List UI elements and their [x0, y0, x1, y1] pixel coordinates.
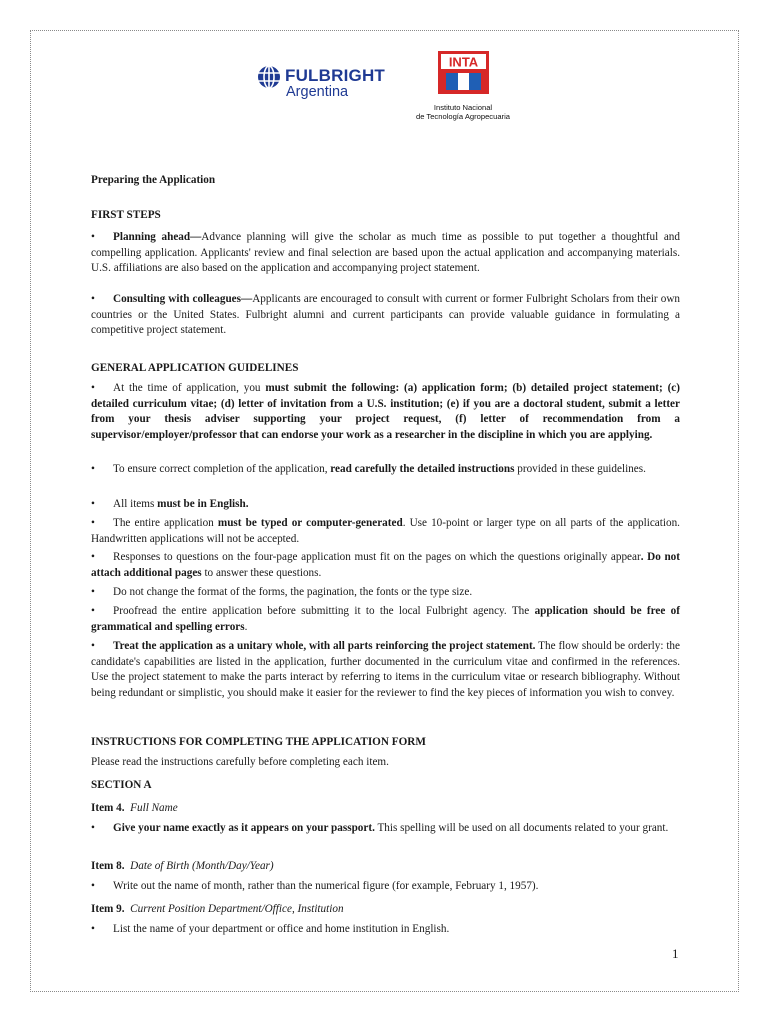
page-number: 1	[672, 946, 679, 961]
guideline-read: • To ensure correct completion of the application, read carefully the detailed instructions provided in these guidelines.	[91, 463, 646, 475]
guideline-bold: must be in English.	[157, 498, 249, 510]
item-9-bullet: • List the name of your department or office and home institution in English.	[91, 923, 450, 935]
guideline-text: The entire application	[113, 517, 218, 529]
section-a-heading: SECTION A	[91, 779, 152, 791]
guideline-bold: must submit the following: (a) application form; (b) detailed project statement; (c) detailed curriculum vitae; (d) letter of invitation from a U.S. institution; (e) if you are a doctoral student, submit a letter from your thesis adviser supporting your project request, (f) letter of recommendation from a supervisor/employer/professor that can endorse your work as a researcher in the discipline in which you are applying.	[91, 382, 681, 441]
page-title: Preparing the Application	[91, 174, 216, 186]
guideline-responses: • Responses to questions on the four-page application must fit on the pages on which the questions originally appear. Do not attach additional pages to answer these questions.	[91, 551, 680, 579]
inta-badge-icon	[438, 51, 489, 94]
bullet-bold: Consulting with colleagues—	[113, 293, 253, 305]
bullet-text: Advance planning will give the scholar as much time as possible to put together a thoughtful and compelling application. Applicants' review and final selection are based upon the actual application and accompanying materials. U.S. affiliations are also based on the application and accompanying project statement.	[91, 231, 680, 275]
item-label: Item 9.	[91, 903, 125, 915]
first-steps-heading: FIRST STEPS	[91, 209, 161, 221]
guideline-proofread: • Proofread the entire application before submitting it to the local Fulbright agency. The application should be free of grammatical and spelling errors.	[91, 605, 680, 633]
item-title: Current Position Department/Office, Institution	[130, 903, 344, 915]
item-title: Full Name	[130, 802, 178, 814]
item-bold: Give your name exactly as it appears on your passport.	[113, 822, 375, 834]
header-logos	[0, 0, 770, 140]
guideline-submit: • At the time of application, you must submit the following: (a) application form; (b) detailed project statement; (c) detailed curriculum vitae; (d) letter of invitation from a U.S. institution; (e) if you are a doctoral student, submit a letter from your thesis adviser supporting your project request, (f) letter of recommendation from a supervisor/employer/professor that can endorse your work as a researcher in the discipline in which you are applying.	[91, 382, 681, 441]
guideline-bold: . Do not attach additional pages	[91, 551, 680, 579]
guideline-typed: • The entire application must be typed or computer-generated. Use 10-point or larger type on all parts of the application. Handwritten applications will not be accepted.	[91, 517, 680, 545]
guideline-text: The flow should be orderly: the candidate's capabilities are listed in the application, further documented in the curriculum vitae and confirmed in the references. Use the project statement to make the parts interact by referring to items in the curriculum vitae or research bibliography. Without being redundant or simplistic, you should make it easier for the reviewer to find the key pieces of information you wish to convey.	[91, 640, 680, 699]
item-label: Item 4.	[91, 802, 125, 814]
item-text: Write out the name of month, rather than the numerical figure (for example, February 1, 1957).	[113, 880, 539, 892]
inta-line-2: de Tecnología Agropecuaria	[415, 112, 510, 121]
inta-full-name	[408, 103, 518, 121]
item-9-heading	[91, 902, 680, 918]
item-4-heading	[91, 801, 680, 817]
guideline-format: • Do not change the format of the forms, the pagination, the fonts or the type size.	[91, 586, 473, 598]
guideline-text: .	[244, 620, 248, 633]
item-text: List the name of your department or office and home institution in English.	[113, 923, 450, 935]
fulbright-logo	[257, 62, 387, 104]
guideline-text: Proofread the entire application before submitting it to the local Fulbright agency. The	[113, 605, 535, 617]
bullet-planning-ahead: • Planning ahead—Advance planning will give the scholar as much time as possible to put together a thoughtful and compelling application. Applicants' review and final selection are based upon the actual application and accompanying materials. U.S. affiliations are also based on the application and accompanying project statement.	[91, 231, 680, 275]
bullet-text: Applicants are encouraged to consult with current or former Fulbright Scholars from their own countries or the United States. Fulbright alumni and current participants can provide valuable guidance in formulating a competitive project statement.	[91, 293, 681, 337]
item-title: Date of Birth (Month/Day/Year)	[130, 860, 274, 872]
bullet-consulting: • Consulting with colleagues—Applicants are encouraged to consult with current or former Fulbright Scholars from their own countries or the United States. Fulbright alumni and current participants can provide valuable guidance in formulating a competitive project statement.	[91, 293, 681, 337]
guideline-text: To ensure correct completion of the application,	[113, 463, 331, 475]
bullet-bold: Planning ahead—	[113, 231, 202, 243]
item-8-bullet: • Write out the name of month, rather than the numerical figure (for example, February 1, 1957).	[91, 880, 539, 892]
instructions-intro: Please read the instructions carefully before completing each item.	[91, 756, 389, 768]
fulbright-country: Argentina	[286, 84, 349, 100]
guideline-english: • All items must be in English.	[91, 498, 249, 510]
guideline-bold: Treat the application as a unitary whole, with all parts reinforcing the project statement.	[113, 640, 536, 652]
guideline-text: . Use 10-point or larger type on all parts of the application. Handwritten applications will not be accepted.	[91, 517, 680, 545]
item-text: This spelling will be used on all documents related to your grant.	[374, 822, 669, 834]
inta-line-1: Instituto Nacional	[433, 103, 493, 112]
guideline-text: provided in these guidelines.	[514, 463, 646, 475]
instructions-heading: INSTRUCTIONS FOR COMPLETING THE APPLICATION FORM	[91, 736, 426, 748]
guideline-text: At the time of application, you	[113, 382, 266, 394]
item-8-heading	[91, 859, 680, 875]
guidelines-heading: GENERAL APPLICATION GUIDELINES	[91, 362, 299, 374]
item-4-bullet: • Give your name exactly as it appears on your passport. This spelling will be used on all documents related to your grant.	[91, 822, 669, 834]
globe-icon	[257, 65, 281, 89]
item-label: Item 8.	[91, 860, 125, 872]
guideline-bold: must be typed or computer-generated	[217, 517, 403, 529]
guideline-unitary: • Treat the application as a unitary whole, with all parts reinforcing the project statement. The flow should be orderly: the candidate's capabilities are listed in the application, further documented in the curriculum vitae and confirmed in the references. Use the project statement to make the parts interact by referring to items in the curriculum vitae or research bibliography. Without being redundant or simplistic, you should make it easier for the reviewer to find the key pieces of information you wish to convey.	[91, 640, 680, 699]
guideline-bold: read carefully the detailed instructions	[330, 463, 515, 475]
guideline-bold: application should be free of grammatical and spelling errors	[91, 605, 680, 633]
guideline-text: Responses to questions on the four-page application must fit on the pages on which the questions originally appear	[113, 551, 641, 563]
fulbright-wordmark: FULBRIGHT	[285, 66, 386, 85]
inta-badge-text: INTA	[448, 54, 479, 70]
inta-logo	[408, 45, 518, 127]
guideline-text: Do not change the format of the forms, the pagination, the fonts or the type size.	[113, 586, 473, 598]
guideline-text: to answer these questions.	[201, 566, 322, 579]
guideline-text: All items	[113, 498, 158, 510]
